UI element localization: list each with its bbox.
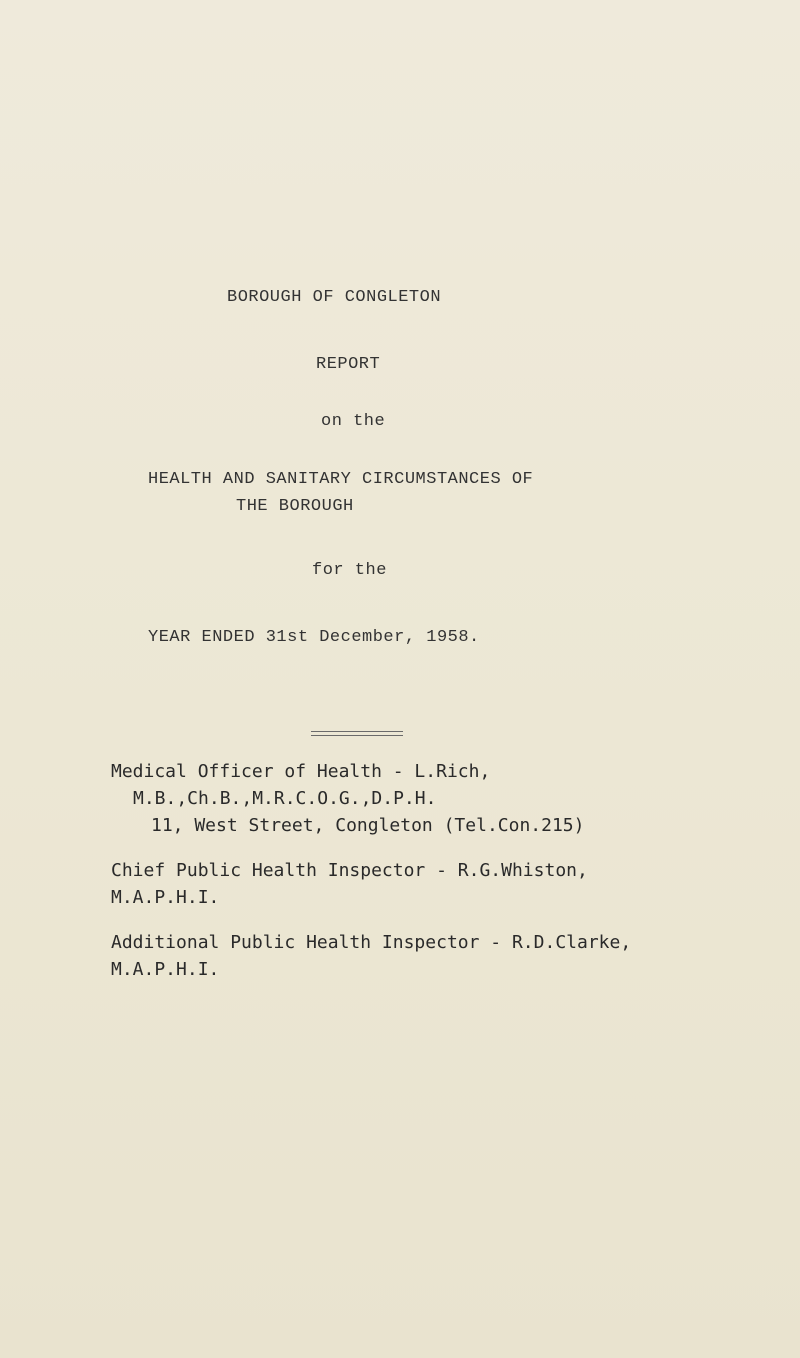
aphi-line-2: M.A.P.H.I.	[111, 959, 220, 980]
on-the-text: on the	[321, 412, 386, 431]
cphi-line-2: M.A.P.H.I.	[111, 887, 220, 908]
moh-line-3: 11, West Street, Congleton (Tel.Con.215)	[151, 815, 585, 836]
aphi-line-1: Additional Public Health Inspector - R.D.Clarke,	[111, 932, 632, 953]
moh-line-2: M.B.,Ch.B.,M.R.C.O.G.,D.P.H.	[133, 788, 437, 809]
subject-line-2: THE BOROUGH	[236, 497, 354, 516]
report-heading: REPORT	[316, 355, 381, 374]
cphi-line-1: Chief Public Health Inspector - R.G.Whiston,	[111, 860, 588, 881]
borough-heading: BOROUGH OF CONGLETON	[227, 288, 442, 307]
subject-line-1: HEALTH AND SANITARY CIRCUMSTANCES OF	[148, 470, 534, 489]
divider-rule	[311, 731, 403, 736]
for-the-text: for the	[312, 561, 387, 580]
moh-line-1: Medical Officer of Health - L.Rich,	[111, 761, 491, 782]
year-ended-line: YEAR ENDED 31st December, 1958.	[148, 628, 480, 647]
